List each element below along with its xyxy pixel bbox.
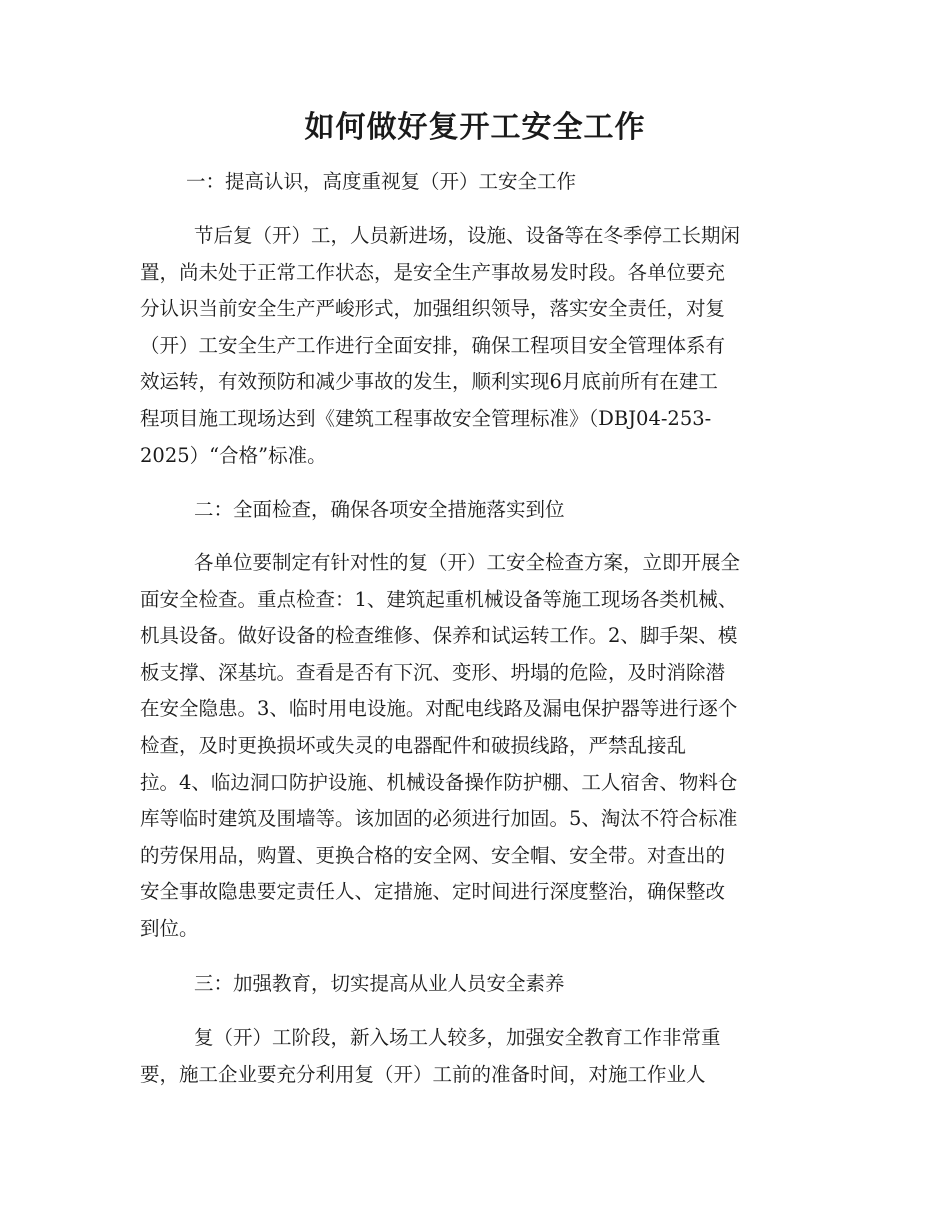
paragraph-line: 在安全隐患。3、临时用电设施。对配电线路及漏电保护器等进行逐个 — [140, 697, 738, 721]
paragraph-line: 2025）“合格”标准。 — [140, 443, 327, 467]
paragraph-line: 复（开）工阶段，新入场工人较多，加强安全教育工作非常重 — [194, 1026, 721, 1049]
paragraph-line: 检查，及时更换损坏或失灵的电器配件和破损线路，严禁乱接乱 — [140, 733, 687, 757]
section-paragraph-2 — [140, 545, 812, 948]
paragraph-line: 的劳保用品，购置、更换合格的安全网、安全帽、安全带。对查出的 — [140, 843, 726, 867]
paragraph-line: 要，施工企业要充分利用复（开）工前的准备时间，对施工作业人 — [140, 1062, 706, 1086]
paragraph-line: 程项目施工现场达到《建筑工程事故安全管理标准》（DBJ04-253- — [140, 406, 712, 430]
paragraph-line: 节后复（开）工，人员新进场，设施、设备等在冬季停工长期闲 — [194, 224, 741, 247]
paragraph-line: （开）工安全生产工作进行全面安排，确保工程项目安全管理体系有 — [140, 333, 726, 357]
document-title: 如何做好复开工安全工作 — [304, 110, 646, 145]
section-heading-1: 一：提高认识，高度重视复（开）工安全工作 — [186, 170, 577, 193]
paragraph-line: 机具设备。做好设备的检查维修、保养和试运转工作。2、脚手架、模 — [140, 624, 738, 648]
paragraph-line: 各单位要制定有针对性的复（开）工安全检查方案，立即开展全 — [194, 551, 741, 574]
paragraph-line: 安全事故隐患要定责任人、定措施、定时间进行深度整治，确保整改 — [140, 880, 726, 904]
section-paragraph-3 — [140, 1020, 812, 1093]
paragraph-line: 面安全检查。重点检查：1、建筑起重机械设备等施工现场各类机械、 — [140, 587, 738, 611]
section-paragraph-1 — [140, 218, 812, 474]
paragraph-line: 分认识当前安全生产严峻形式，加强组织领导，落实安全责任，对复 — [140, 297, 726, 321]
paragraph-line: 置，尚未处于正常工作状态，是安全生产事故易发时段。各单位要充 — [140, 260, 726, 284]
section-heading-2: 二：全面检查，确保各项安全措施落实到位 — [194, 498, 565, 521]
paragraph-line: 到位。 — [140, 916, 199, 940]
paragraph-line: 库等临时建筑及围墙等。该加固的必须进行加固。5、淘汰不符合标准 — [140, 807, 738, 831]
paragraph-line: 效运转，有效预防和减少事故的发生，顺利实现6月底前所有在建工 — [140, 370, 718, 394]
section-heading-3: 三：加强教育，切实提高从业人员安全素养 — [194, 972, 565, 995]
paragraph-line: 拉。4、临边洞口防护设施、机械设备操作防护棚、工人宿舍、物料仓 — [140, 770, 738, 794]
paragraph-line: 板支撑、深基坑。查看是否有下沉、变形、坍塌的危险，及时消除潜 — [140, 660, 726, 684]
